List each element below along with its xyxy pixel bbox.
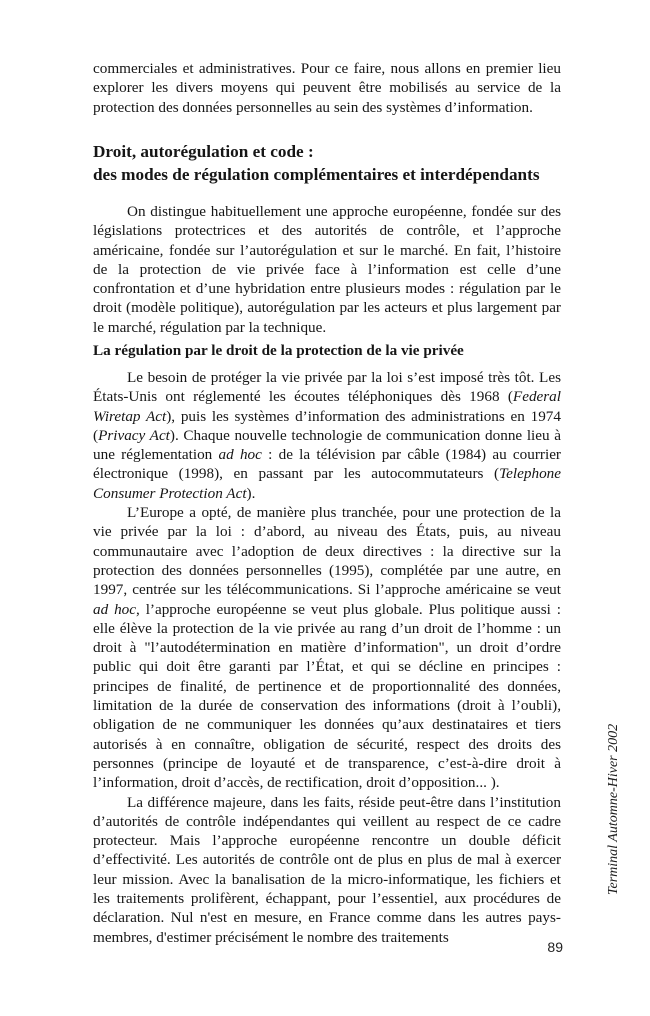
- section-heading-line-1: Droit, autorégulation et code :: [93, 142, 314, 161]
- page-number: 89: [547, 939, 563, 955]
- paragraph-major-difference: La différence majeure, dans les faits, réside peut-être dans l’institution d’autorités de contrôle indépendantes qui veillent au respect de ce cadre protecteur. Mais l’approche européenne rencontre un double déficit d’effectivité. Les autorités de contrôle ont de plus en plus de mal à exercer leur mission. Avec la banalisation de la micro-informatique, les fichiers et les traitements prolifèrent, échappant, pour l’essentiel, aux procédures de déclaration. Nul n'est en mesure, en France comme dans les autres pays-membres, d'estimer précisément le nombre des traitements: [93, 793, 561, 946]
- journal-side-label-text: Terminal Automne-Hiver 2002: [606, 723, 621, 895]
- paragraph-europe-law: L’Europe a opté, de manière plus tranchée, pour une protection de la vie privée par la loi : d’abord, au niveau des États, puis, au niveau communautaire avec l’adoption de deux directives : la directive sur la protection des données personnelles (1995), complétée par une autre, en 1997, centrée sur les télécommunications. Si l’approche américaine se veut ad hoc, l’approche européenne se veut plus globale. Plus politique aussi : elle élève la protection de la vie privée au rang d’un droit de l’homme : un droit à "l’autodétermination en matière d’information", un droit d’ordre public qui doit être garanti par l’État, et qui se décline en principes : principes de finalité, de pertinence et de proportionnalité des données, limitation de la durée de conservation des informations (droit à l’oubli), obligation de ne communiquer les données qu’aux destinataires et tiers autorisés à en connaître, obligation de sécurité, respect des droits des personnes (principe de loyauté et de transparence, c’est-à-dire droit à l’information, droit d’accès, de rectification, droit d’opposition... ).: [93, 504, 561, 792]
- subheading-law-regulation: La régulation par le droit de la protection de la vie privée: [93, 342, 464, 359]
- section-heading-line-2: des modes de régulation complémentaires et interdépendants: [93, 165, 540, 184]
- section-heading: [93, 140, 561, 186]
- intro-paragraph: commerciales et administratives. Pour ce faire, nous allons en premier lieu explorer les divers moyens qui peuvent être mobilisés au service de la protection des données personnelles au sein des systèmes d’information.: [93, 60, 561, 116]
- body-text-law-section: [93, 368, 561, 947]
- paragraph-us-law: Le besoin de protéger la vie privée par la loi s’est imposé très tôt. Les États-Unis ont réglementé les écoutes téléphoniques dès 1968 (Federal Wiretap Act), puis les systèmes d’information des administrations en 1974 (Privacy Act). Chaque nouvelle technologie de communication donne lieu à une réglementation ad hoc : de la télévision par câble (1984) au courrier électronique (1998), en passant par les autocommutateurs (Telephone Consumer Protection Act).: [93, 369, 561, 502]
- paragraph-approaches: On distingue habituellement une approche européenne, fondée sur des législations protectrices et des autorités de contrôle, et l’approche américaine, fondée sur l’autorégulation et sur le marché. En fait, l’histoire de la protection de vie privée face à l’information est celle d’une confrontation et d’une hybridation entre plusieurs modes : régulation par le droit (modèle politique), autorégulation par les acteurs et plus largement par le marché, régulation par la technique.: [93, 203, 561, 336]
